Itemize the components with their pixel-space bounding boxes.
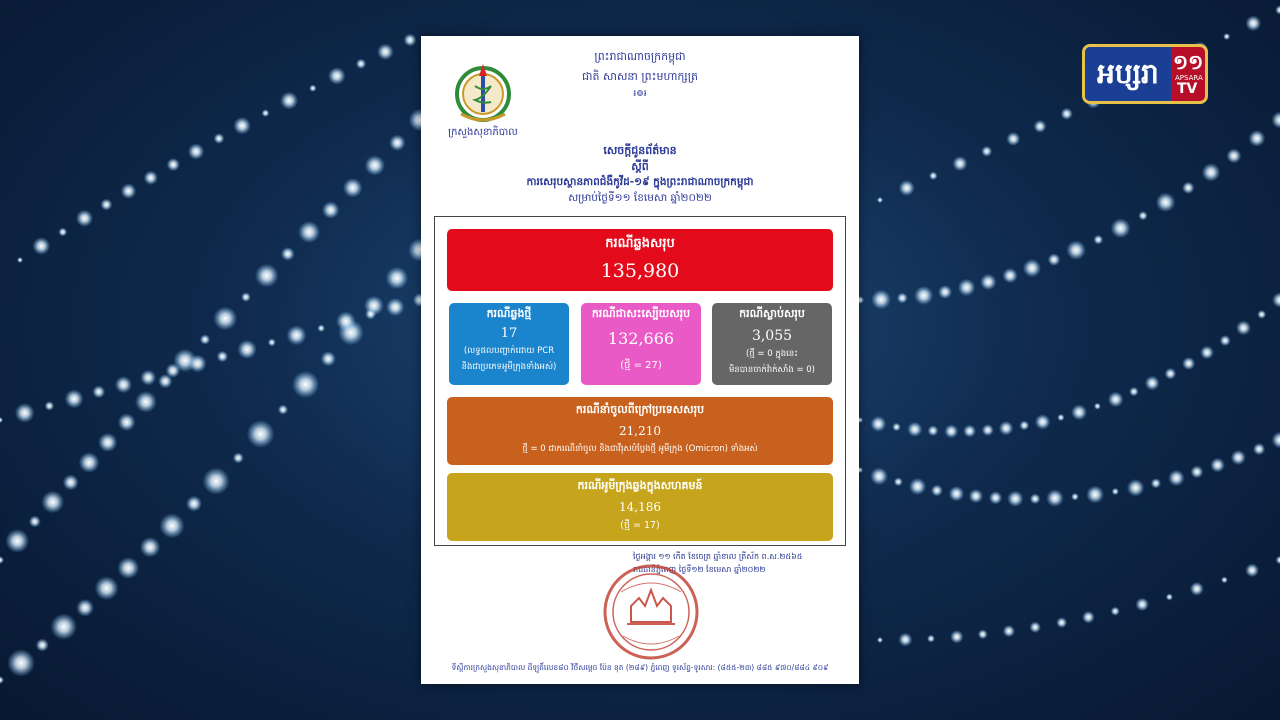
press-release-document <box>421 36 859 684</box>
imported-box <box>447 397 833 465</box>
total-cases-label: ករណីឆ្លងសរុប <box>605 236 675 251</box>
deaths-sub1: (ថ្មី = 0 ក្នុងនេះ <box>746 349 798 359</box>
header-ornament: ៛៙៛ <box>633 89 647 99</box>
document-footer: ទីស្តីការក្រសួងសុខាភិបាល ដីឡូតិ៍លេខ៨០ វិថីសម្តេច ប៉ែន នុត (២៨៩) ភ្នំពេញ ទូរស័ព្ទ-ទូរសារ: (៨៥៥-២៣) ៨៨៥ ៩៧០/៨៨៤ ៩០៩ <box>451 663 829 672</box>
total-cases-box <box>447 229 833 291</box>
header-kingdom: ព្រះរាជាណាចក្រកម្ពុជា <box>594 50 686 63</box>
title-line-2: ស្តីពី <box>631 160 649 173</box>
omicron-community-box <box>447 473 833 541</box>
channel-logo-tv: TV <box>1177 81 1198 97</box>
issue-date: រាជធានីភ្នំពេញ ថ្ងៃទី១២ ខែមេសា ឆ្នាំ២០២២ <box>633 565 766 574</box>
channel-logo-number: ១១ <box>1173 50 1204 74</box>
new-cases-box <box>449 303 569 385</box>
total-cases-value: 135,980 <box>600 260 680 282</box>
new-cases-value: 17 <box>500 326 518 341</box>
ministry-crest-icon <box>451 56 515 126</box>
deaths-sub2: មិនបានចាក់វ៉ាក់សាំង = 0) <box>729 365 815 375</box>
title-line-1: សេចក្តីជូនព័ត៌មាន <box>603 144 677 157</box>
title-line-4: សម្រាប់ថ្ងៃទី១១ ខែមេសា ឆ្នាំ២០២២ <box>568 192 712 204</box>
stats-frame <box>434 216 846 546</box>
imported-value: 21,210 <box>619 424 661 438</box>
recovered-label: ករណីជាសះស្បើយសរុប <box>591 307 691 320</box>
recovered-value: 132,666 <box>607 329 675 348</box>
deaths-label: ករណីស្លាប់សរុប <box>739 307 805 320</box>
recovered-box <box>581 303 701 385</box>
channel-logo <box>1082 44 1208 104</box>
deaths-box <box>712 303 832 385</box>
channel-logo-name: អប្សរា <box>1085 47 1171 101</box>
recovered-sub: (ថ្មី = 27) <box>620 360 662 371</box>
ministry-name: ក្រសួងសុខាភិបាល <box>448 127 518 138</box>
imported-sub: ថ្មី = 0 ជាករណីនាំចូល និងជាវីរុសបំប្លែងថ្មី អូមីក្រុង (Omicron) ទាំងអស់ <box>522 444 758 454</box>
omicron-sub: (ថ្មី = 17) <box>620 520 660 531</box>
lunar-date: ថ្ងៃអង្គារ ១១ កើត ខែចេត្រ ឆ្នាំខាល ត្រីស័ក ព.ស.២៥៦៥ <box>633 552 803 561</box>
new-cases-sub2: និងជាប្រភេទអូមីក្រុងទាំងអស់) <box>461 362 557 372</box>
ministry-stamp-icon <box>601 562 701 662</box>
title-line-3: ការសេរុបស្ថានភាពជំងឺកូវីដ-១៩ ក្នុងព្រះរាជាណាចក្រកម្ពុជា <box>526 176 754 188</box>
new-cases-sub1: (លទ្ធផលបញ្ជាក់ដោយ PCR <box>463 346 555 356</box>
imported-label: ករណីនាំចូលពីក្រៅប្រទេសសរុប <box>575 403 705 416</box>
omicron-value: 14,186 <box>619 500 661 514</box>
header-motto: ជាតិ សាសនា ព្រះមហាក្សត្រ <box>582 70 698 83</box>
channel-logo-sub: APSARA <box>1175 74 1203 82</box>
omicron-label: ករណីអូមីក្រុងឆ្លងក្នុងសហគមន៍ <box>577 479 703 492</box>
deaths-value: 3,055 <box>751 328 793 344</box>
new-cases-label: ករណីឆ្លងថ្មី <box>486 307 532 320</box>
